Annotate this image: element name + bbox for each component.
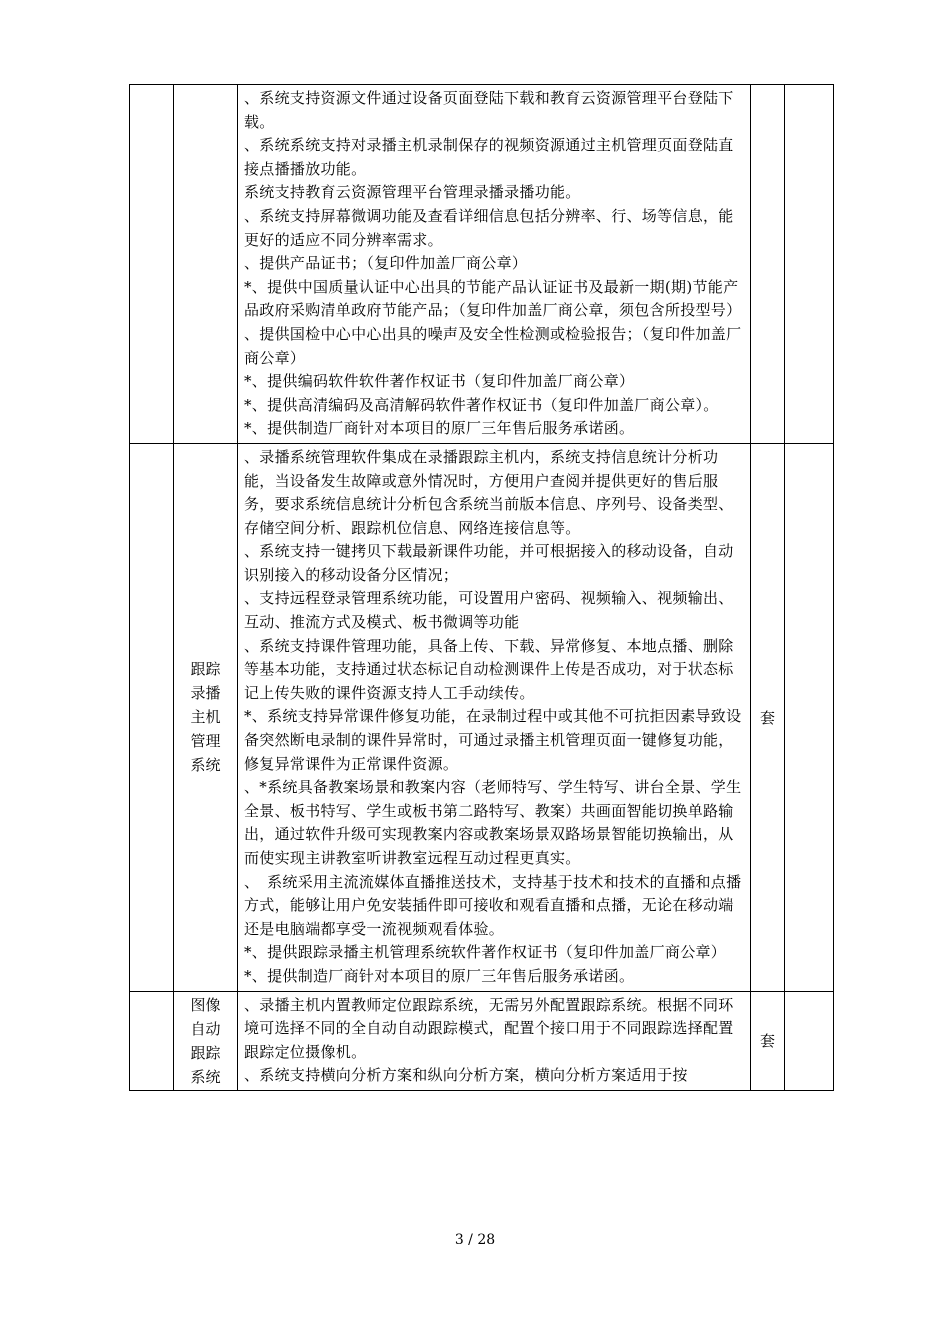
index-cell	[130, 85, 174, 444]
spec-line: *、提供中国质量认证中心出具的节能产品认证证书及最新一期(期)节能产品政府采购清单政府节能产品；（复印件加盖厂商公章，须包含所投型号）	[244, 277, 742, 320]
table-row	[130, 85, 834, 444]
spec-line: *、系统支持异常课件修复功能，在录制过程中或其他不可抗拒因素导致设备突然断电录制的课件异常时，可通过录播主机管理页面一键修复功能，修复异常课件为正常课件资源。	[244, 707, 742, 773]
spec-line: 、系统支持一键拷贝下载最新课件功能，并可根据接入的移动设备，自动识别接入的移动设备分区情况；	[244, 542, 734, 584]
table-row	[130, 443, 834, 991]
unit-cell: 套	[751, 443, 785, 991]
unit-cell	[751, 85, 785, 444]
spec-line: 、录播系统管理软件集成在录播跟踪主机内，系统支持信息统计分析功能，当设备发生故障或意外情况时，方便用户查阅并提供更好的售后服务，要求系统信息统计分析包含系统当前版本信息、序列号、设备类型、存储空间分析、跟踪机位信息、网络连接信息等。	[244, 447, 734, 537]
item-name-cell: 跟踪录播主机管理系统	[174, 443, 238, 991]
spec-line: 、录播主机内置教师定位跟踪系统，无需另外配置跟踪系统。根据不同环境可选择不同的全自动自动跟踪模式，配置个接口用于不同跟踪选择配置跟踪定位摄像机。	[244, 995, 734, 1061]
quantity-cell	[785, 991, 834, 1090]
item-name-cell: 图像自动跟踪系统	[174, 991, 238, 1090]
spec-line: 、系统支持课件管理功能，具备上传、下载、异常修复、本地点播、删除等基本功能，支持通过状态标记自动检测课件上传是否成功，对于状态标记上传失败的课件资源支持人工手动续传。	[244, 636, 734, 702]
spec-line: *、提供跟踪录播主机管理系统软件著作权证书（复印件加盖厂商公章）	[244, 943, 727, 962]
quantity-cell	[785, 85, 834, 444]
spec-cell	[238, 991, 751, 1090]
quantity-cell	[785, 443, 834, 991]
spec-line: *、提供高清编码及高清解码软件著作权证书（复印件加盖厂商公章）。	[244, 395, 719, 414]
spec-line: *、提供编码软件软件著作权证书（复印件加盖厂商公章）	[244, 372, 635, 391]
spec-cell	[238, 85, 751, 444]
spec-line: 、提供产品证书；（复印件加盖厂商公章）	[244, 254, 528, 273]
spec-line: 、*系统具备教案场景和教案内容（老师特写、学生特写、讲台全景、学生全景、板书特写、学生或板书第二路特写、教案）共画面智能切换单路输出，通过软件升级可实现教案内容或教案场景双路场景智能切换输出，从而使实现主讲教室听讲教室远程互动过程更真实。	[244, 778, 742, 867]
spec-line: 、系统支持资源文件通过设备页面登陆下载和教育云资源管理平台登陆下载。	[244, 89, 734, 131]
spec-line: *、提供制造厂商针对本项目的原厂三年售后服务承诺函。	[244, 966, 635, 985]
unit-cell: 套	[751, 991, 785, 1090]
spec-line: 、系统系统支持对录播主机录制保存的视频资源通过主机管理页面登陆直接点播播放功能。	[244, 136, 734, 178]
spec-table	[129, 84, 834, 1091]
table-row	[130, 991, 834, 1090]
spec-line: 、系统支持屏幕微调功能及查看详细信息包括分辨率、行、场等信息，能更好的适应不同分辨率需求。	[244, 206, 734, 249]
index-cell	[130, 991, 174, 1090]
spec-line: 系统支持教育云资源管理平台管理录播录播功能。	[244, 183, 581, 202]
spec-line: 、支持远程登录管理系统功能，可设置用户密码、视频输入、视频输出、互动、推流方式及模式、板书微调等功能	[244, 589, 734, 632]
page-number: 3 / 28	[454, 1232, 496, 1248]
spec-cell	[238, 443, 751, 991]
item-name-cell	[174, 85, 238, 444]
index-cell	[130, 443, 174, 991]
spec-line: 、 系统采用主流流媒体直播推送技术，支持基于技术和技术的直播和点播方式，能够让用户免安装插件即可接收和观看直播和点播，无论在移动端还是电脑端都享受一流视频观看体验。	[244, 872, 742, 938]
spec-line: *、提供制造厂商针对本项目的原厂三年售后服务承诺函。	[244, 419, 635, 438]
spec-line: 、提供国检中心中心出具的噪声及安全性检测或检验报告；（复印件加盖厂商公章）	[244, 324, 742, 367]
spec-line: 、系统支持横向分析方案和纵向分析方案，横向分析方案适用于按	[244, 1066, 688, 1085]
